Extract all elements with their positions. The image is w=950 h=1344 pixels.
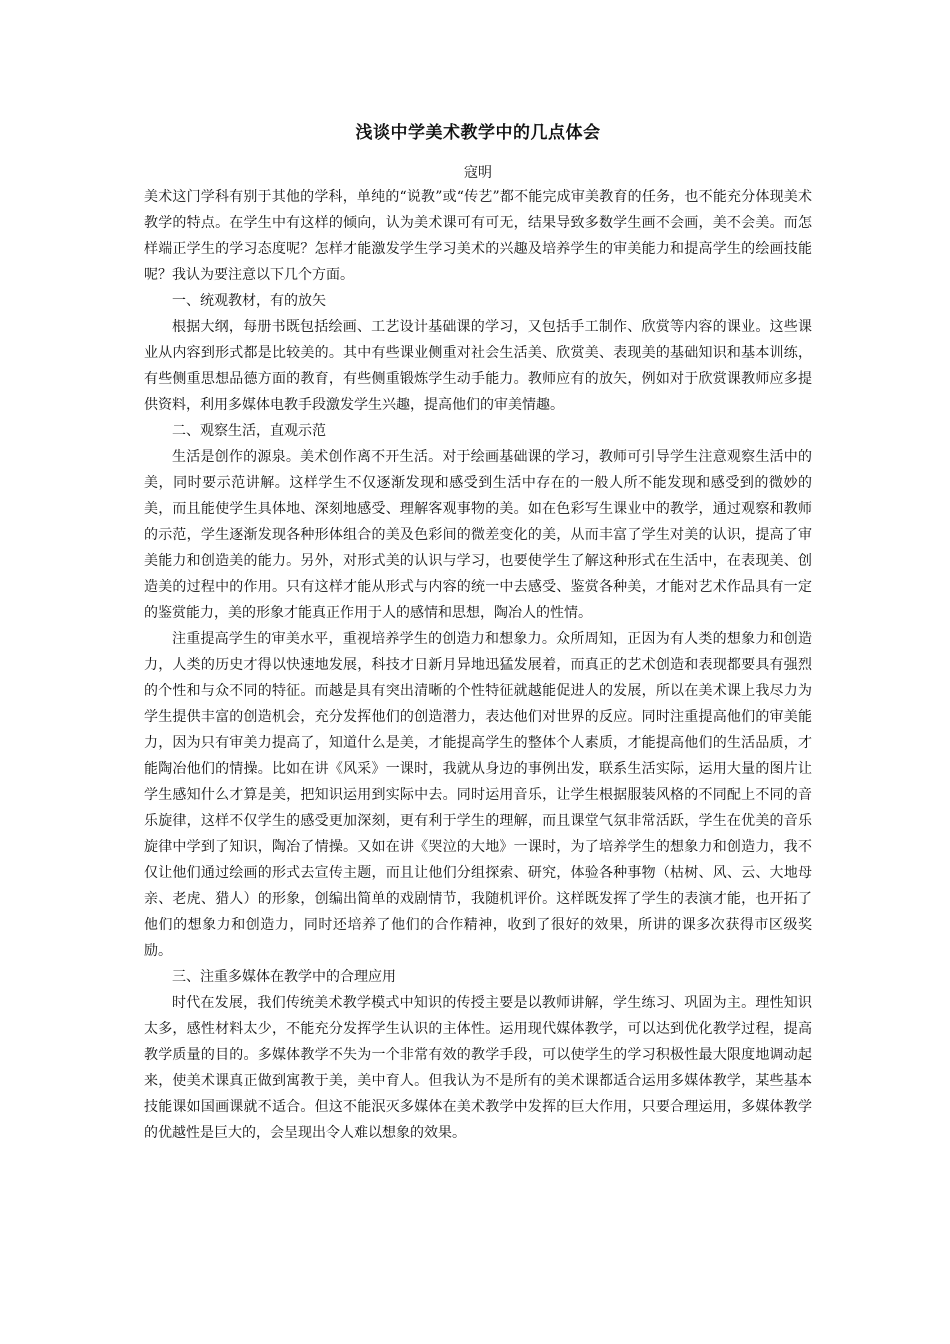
author-name: 寇明 bbox=[464, 165, 492, 181]
document-body bbox=[144, 184, 812, 1146]
document-title: 浅谈中学美术教学中的几点体会 bbox=[355, 123, 601, 143]
section-2-paragraph-2: 注重提高学生的审美水平，重视培养学生的创造力和想象力。众所周知，正因为有人类的想象力和创造力，人类的历史才得以快速地发展，科技才日新月异地迅猛发展着，而真正的艺术创造和表现都要具有强烈的个性和与众不同的特征。而越是具有突出清晰的个性特征就越能促进人的发展，所以在美术课上我尽力为学生提供丰富的创造机会，充分发挥他们的创造潜力，表达他们对世界的反应。同时注重提高他们的审美能力，因为只有审美力提高了，知道什么是美，才能提高学生的整体个人素质，才能提高他们的生活品质，才能陶冶他们的情操。比如在讲《风采》一课时，我就从身边的事例出发，联系生活实际，运用大量的图片让学生感知什么才算是美，把知识运用到实际中去。同时运用音乐，让学生根据服装风格的不同配上不同的音乐旋律，这样不仅学生的感受更加深刻，更有利于学生的理解，而且课堂气氛非常活跃，学生在优美的音乐旋律中学到了知识，陶冶了情操。又如在讲《哭泣的大地》一课时，为了培养学生的想象力和创造力，我不仅让他们通过绘画的形式去宣传主题，而且让他们分组探索、研究，体验各种事物（枯树、风、云、大地母亲、老虎、猎人）的形象，创编出简单的戏剧情节，我随机评价。这样既发挥了学生的表演才能，也开拓了他们的想象力和创造力，同时还培养了他们的合作精神，收到了很好的效果，所讲的课多次获得市区级奖励。 bbox=[144, 631, 812, 959]
section-1-paragraph: 根据大纲，每册书既包括绘画、工艺设计基础课的学习，又包括手工制作、欣赏等内容的课业。这些课业从内容到形式都是比较美的。其中有些课业侧重对社会生活美、欣赏美、表现美的基础知识和基本训练，有些侧重思想品德方面的教育，有些侧重锻炼学生动手能力。教师应有的放矢，例如对于欣赏课教师应多提供资料，利用多媒体电教手段激发学生兴趣，提高他们的审美情趣。 bbox=[144, 319, 812, 413]
section-2-heading: 二、观察生活，直观示范 bbox=[172, 423, 326, 439]
intro-paragraph: 美术这门学科有别于其他的学科，单纯的“说教”或“传艺”都不能完成审美教育的任务，也不能充分体现美术教学的特点。在学生中有这样的倾向，认为美术课可有可无，结果导致多数学生画不会画，美不会美。而怎样端正学生的学习态度呢？怎样才能激发学生学习美术的兴趣及培养学生的审美能力和提高学生的绘画技能呢？我认为要注意以下几个方面。 bbox=[144, 189, 812, 283]
document-page bbox=[144, 118, 812, 1146]
section-2-paragraph-1: 生活是创作的源泉。美术创作离不开生活。对于绘画基础课的学习，教师可引导学生注意观察生活中的美，同时要示范讲解。这样学生不仅逐渐发现和感受到生活中存在的一般人所不能发现和感受到的微妙的美，而且能使学生具体地、深刻地感受、理解客观事物的美。如在色彩写生课业中的教学，通过观察和教师的示范，学生逐渐发现各种形体组合的美及色彩间的微差变化的美，从而丰富了学生对美的认识，提高了审美能力和创造美的能力。另外，对形式美的认识与学习，也要使学生了解这种形式在生活中，在表现美、创造美的过程中的作用。只有这样才能从形式与内容的统一中去感受、鉴赏各种美，才能对艺术作品具有一定的鉴赏能力，美的形象才能真正作用于人的感情和思想，陶冶人的性情。 bbox=[144, 449, 812, 621]
section-3-paragraph: 时代在发展，我们传统美术教学模式中知识的传授主要是以教师讲解，学生练习、巩固为主。理性知识太多，感性材料太少，不能充分发挥学生认识的主体性。运用现代媒体教学，可以达到优化教学过程，提高教学质量的目的。多媒体教学不失为一个非常有效的教学手段，可以使学生的学习积极性最大限度地调动起来，使美术课真正做到寓教于美，美中育人。但我认为不是所有的美术课都适合运用多媒体教学，某些基本技能课如国画课就不适合。但这不能泯灭多媒体在美术教学中发挥的巨大作用，只要合理运用，多媒体教学的优越性是巨大的，会呈现出令人难以想象的效果。 bbox=[144, 995, 812, 1141]
section-1-heading: 一、统观教材，有的放矢 bbox=[172, 293, 326, 309]
section-3-heading: 三、注重多媒体在教学中的合理应用 bbox=[172, 969, 396, 985]
